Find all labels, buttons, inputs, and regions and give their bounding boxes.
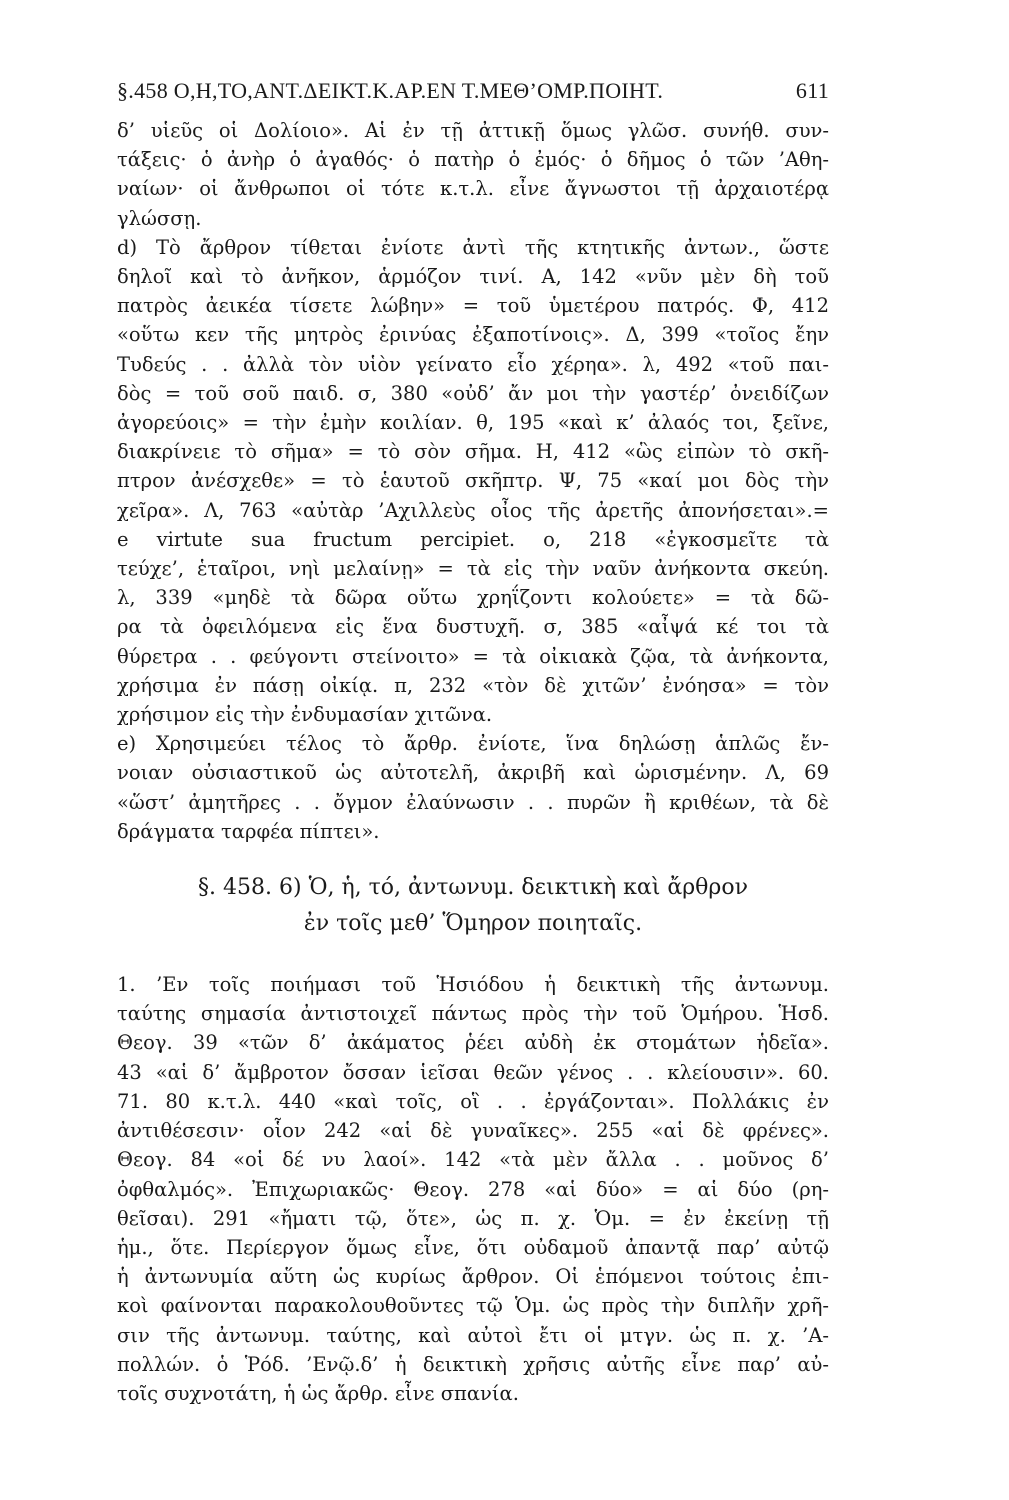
text-line: διακρίνειε τὸ σῆμα» = τὸ σὸν σῆμα. Η, 412 «ὣς εἰπὼν τὸ σκῆ- — [117, 440, 829, 464]
text-line: 1. ’Εν τοῖς ποιήμασι τοῦ Ἡσιόδου ἡ δεικτικὴ τῆς ἀντωνυμ. — [117, 973, 829, 997]
text-line: σιν τῆς ἀντωνυμ. ταύτης, καὶ αὐτοὶ ἔτι οἱ μτγν. ὡς π. χ. ’Α- — [117, 1323, 829, 1347]
text-line: 43 «αἱ δ’ ἄμβροτον ὄσσαν ἱεῖσαι θεῶν γένος . . κλείουσιν». 60. — [117, 1060, 829, 1084]
text-line: 71. 80 κ.τ.λ. 440 «καὶ τοῖς, οἳ . . ἐργάζονται». Πολλάκις ἐν — [117, 1089, 829, 1113]
running-head-title: §.458 Ο,Η,ΤΟ,ΑΝΤ.ΔΕΙΚΤ.Κ.ΑΡ.ΕΝ Τ.ΜΕΘ’ΟΜΡ.ΠΟΙΗΤ. — [117, 78, 664, 103]
text-line: ρα τὰ ὀφειλόμενα εἰς ἕνα δυστυχῆ. σ, 385 «αἶψά κέ τοι τὰ — [117, 615, 829, 639]
text-block-section-body — [117, 970, 829, 1408]
text-line: τάξεις· ὁ ἀνὴρ ὁ ἀγαθός· ὁ πατὴρ ὁ ἐμός· ὁ δῆμος ὁ τῶν ’Αθη- — [117, 148, 829, 172]
text-line: πατρὸς ἀεικέα τίσετε λώβην» = τοῦ ὑμετέρου πατρός. Φ, 412 — [117, 294, 829, 318]
text-line: ὀφθαλμός». Ἐπιχωριακῶς· Θεογ. 278 «αἱ δύο» = αἱ δύο (ρη- — [117, 1177, 829, 1201]
text-line: θύρετρα . . φεύγοντι στείνοιτο» = τὰ οἰκιακὰ ζῷα, τὰ ἀνήκοντα, — [117, 644, 829, 668]
section-heading-line: §. 458. 6) Ὁ, ἡ, τό, ἀντωνυμ. δεικτικὴ καὶ ἄρθρον — [198, 875, 748, 901]
text-line: νοιαν οὐσιαστικοῦ ὡς αὐτοτελῆ, ἀκριβῆ καὶ ὡρισμένην. Λ, 69 — [117, 761, 829, 785]
text-line: «οὕτω κεν τῆς μητρὸς ἐρινύας ἐξαποτίνοις». Δ, 399 «τοῖος ἔην — [117, 323, 829, 347]
text-line: κοὶ φαίνονται παρακολουθοῦντες τῷ Ὁμ. ὡς πρὸς τὴν διπλῆν χρῆ- — [117, 1294, 829, 1318]
text-line: χρήσιμα ἐν πάσῃ οἰκίᾳ. π, 232 «τὸν δὲ χιτῶν’ ἐνόησα» = τὸν — [117, 673, 829, 697]
section-heading-line: ἐν τοῖς μεθ’ Ὅμηρον ποιηταῖς. — [303, 911, 643, 937]
text-line: ἡμ., ὅτε. Περίεργον ὅμως εἶνε, ὅτι οὐδαμοῦ ἀπαντᾷ παρ’ αὐτῷ — [117, 1235, 829, 1259]
text-line: ταύτης σημασία ἀντιστοιχεῖ πάντως πρὸς τὴν τοῦ Ὁμήρου. Ἡσδ. — [117, 1002, 829, 1026]
text-line: τεύχε’, ἑταῖροι, νηὶ μελαίνῃ» = τὰ εἰς τὴν ναῦν ἀνήκοντα σκεύη. — [117, 557, 829, 581]
text-line: Θεογ. 84 «οἱ δέ νυ λαοί». 142 «τὰ μὲν ἄλλα . . μοῦνος δ’ — [117, 1148, 829, 1172]
section-heading — [117, 870, 829, 942]
text-line: χρήσιμον εἰς τὴν ἐνδυμασίαν χιτῶνα. — [117, 703, 493, 727]
text-line: γλώσσῃ. — [117, 206, 202, 230]
text-line: ἀντιθέσεσιν· οἷον 242 «αἱ δὲ γυναῖκες». 255 «αἱ δὲ φρένες». — [117, 1119, 829, 1143]
text-line: ἡ ἀντωνυμία αὕτη ὡς κυρίως ἄρθρον. Οἱ ἑπόμενοι τούτοις ἐπι- — [117, 1265, 829, 1289]
text-line: e virtute sua fructum percipiet. ο, 218 «ἐγκοσμεῖτε τὰ — [117, 527, 829, 551]
text-line: δράγματα ταρφέα πίπτει». — [117, 819, 380, 843]
text-line: «ὥστ’ ἀμητῆρες . . ὄγμον ἐλαύνωσιν . . πυρῶν ἢ κριθέων, τὰ δὲ — [117, 790, 829, 814]
text-line: πολλών. ὁ Ῥόδ. ’Ενῷ.δ’ ἡ δεικτικὴ χρῆσις αὐτῆς εἶνε παρ’ αὐ- — [117, 1352, 829, 1376]
text-line: d) Τὸ ἄρθρον τίθεται ἐνίοτε ἀντὶ τῆς κτητικῆς ἀντων., ὥστε — [117, 235, 829, 259]
text-line: Θεογ. 39 «τῶν δ’ ἀκάματος ῥέει αὐδὴ ἐκ στομάτων ἡδεῖα». — [117, 1031, 829, 1055]
page — [117, 78, 829, 1408]
text-line: λ, 339 «μηδὲ τὰ δῶρα οὕτω χρηΐζοντι κολούετε» = τὰ δῶ- — [117, 586, 829, 610]
running-head — [117, 78, 829, 104]
text-line: δηλοῖ καὶ τὸ ἀνῆκον, ἁρμόζον τινί. Α, 142 «νῦν μὲν δὴ τοῦ — [117, 265, 829, 289]
text-line: ἀγορεύοις» = τὴν ἐμὴν κοιλίαν. θ, 195 «καὶ κ’ ἀλαός τοι, ξεῖνε, — [117, 411, 829, 435]
text-line: δ’ υἱεῦς οἱ Δολίοιο». Αἱ ἐν τῇ ἀττικῇ ὅμως γλῶσ. συνήθ. συν- — [117, 119, 829, 142]
text-line: θεῖσαι). 291 «ἤματι τῷ, ὅτε», ὡς π. χ. Ὁμ. = ἐν ἐκείνῃ τῇ — [117, 1206, 829, 1230]
text-line: πτρον ἀνέσχεθε» = τὸ ἑαυτοῦ σκῆπτρ. Ψ, 75 «καί μοι δὸς τὴν — [117, 469, 829, 493]
text-line: ναίων· οἱ ἄνθρωποι οἱ τότε κ.τ.λ. εἶνε ἄγνωστοι τῇ ἀρχαιοτέρᾳ — [117, 177, 829, 201]
text-block-continuation — [117, 116, 829, 846]
text-line: Τυδεύς . . ἀλλὰ τὸν υἱὸν γείνατο εἷο χέρηα». λ, 492 «τοῦ παι- — [117, 352, 829, 376]
text-line: e) Χρησιμεύει τέλος τὸ ἄρθρ. ἐνίοτε, ἵνα δηλώσῃ ἁπλῶς ἔν- — [117, 732, 829, 756]
page-number: 611 — [795, 78, 829, 103]
text-line: χεῖρα». Λ, 763 «αὐτὰρ ’Αχιλλεὺς οἶος τῆς ἀρετῆς ἀπονήσεται».= — [117, 498, 829, 522]
text-line: δὸς = τοῦ σοῦ παιδ. σ, 380 «οὐδ’ ἄν μοι τὴν γαστέρ’ ὀνειδίζων — [117, 381, 829, 405]
text-line: τοῖς συχνοτάτη, ἡ ὡς ἄρθρ. εἶνε σπανία. — [117, 1381, 519, 1405]
